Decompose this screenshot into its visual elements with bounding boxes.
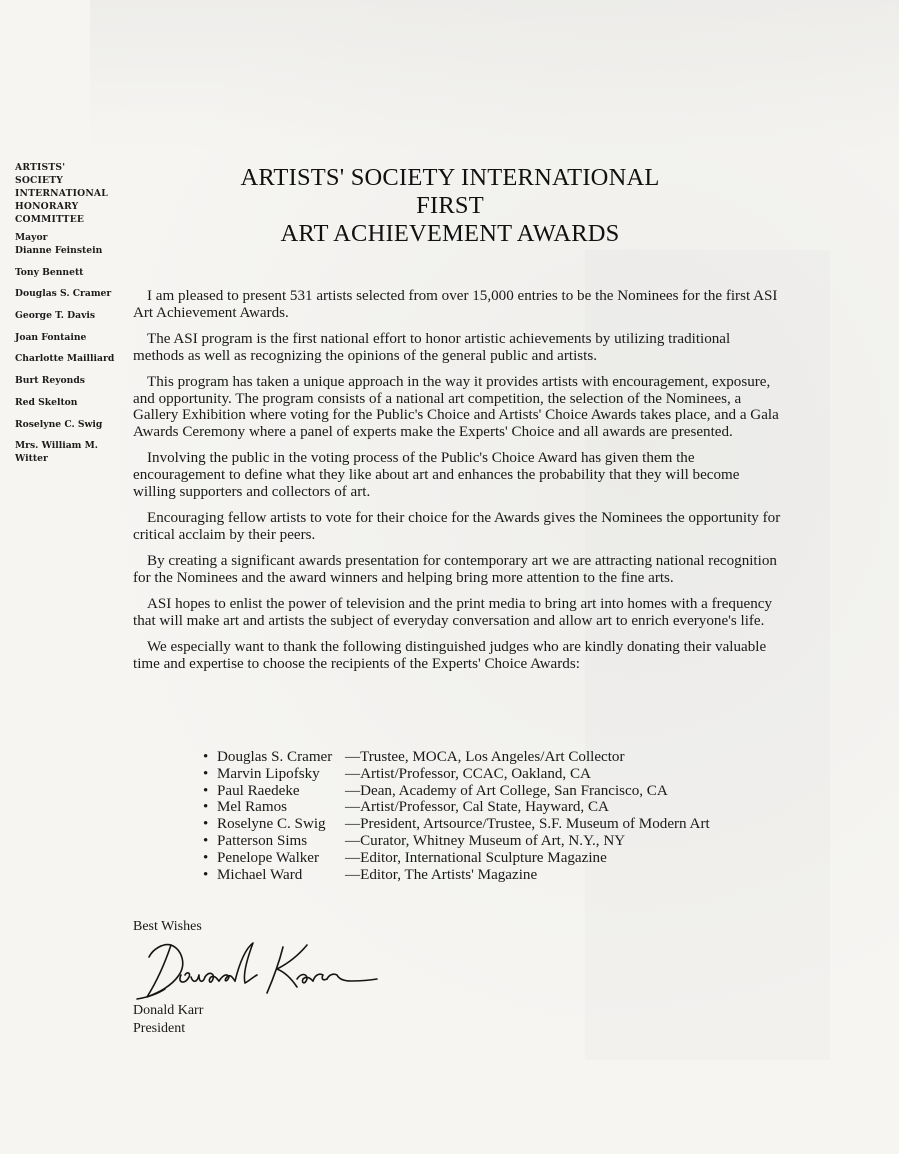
body-paragraph: The ASI program is the first national effort to honor artistic achievements by utilizing traditional methods as well as recognizing the opinions of the general public and artists. — [133, 331, 731, 364]
signature-image — [135, 935, 380, 1007]
title-line: ART ACHIEVEMENT AWARDS — [280, 220, 620, 247]
body-paragraph: By creating a significant awards presentation for contemporary art we are attracting national recognition for the Nominees and the award winners and helping bring more attention to the fine arts. — [133, 553, 777, 586]
judge-role: —Trustee, MOCA, Los Angeles/Art Collector — [345, 749, 625, 765]
committee-member-name: George T. Davis — [15, 310, 96, 322]
bullet-icon: • — [203, 782, 209, 799]
committee-member — [15, 231, 130, 257]
committee-heading — [15, 161, 130, 226]
judge-row — [203, 783, 710, 800]
committee-member-name: Roselyne C. Swig — [15, 418, 103, 430]
committee-heading-line: ARTISTS' — [15, 162, 66, 173]
body-paragraph: This program has taken a unique approach in the way it provides artists with encouragement, exposure, and opportunity. The program consists of a national art competition, the selection of the Nominees, a Gallery Exhibition where voting for the Public's Choice and Artists' Choice Awards takes place, and a Gala Awards Ceremony where a panel of experts make the Experts' Choice and all awards are presented. — [133, 374, 779, 441]
committee-heading-line: INTERNATIONAL — [15, 188, 108, 199]
judge-role: —Editor, International Sculpture Magazine — [345, 849, 607, 866]
body-paragraph: Involving the public in the voting process of the Public's Choice Award has given them the encouragement to define what they like about art and enhances the probability that they will become willing supporters and collectors of art. — [133, 450, 740, 500]
committee-heading-line: HONORARY — [15, 201, 79, 212]
bullet-icon: • — [203, 866, 209, 883]
bullet-icon: • — [203, 799, 209, 816]
judge-role: —President, Artsource/Trustee, S.F. Museum of Modern Art — [345, 816, 710, 833]
signer-position: President — [133, 1020, 186, 1036]
judge-row — [203, 749, 710, 766]
closing-salutation: Best Wishes — [133, 919, 202, 934]
committee-member-name: Mrs. William M. Witter — [15, 440, 98, 465]
letter-title — [180, 164, 720, 248]
title-line: FIRST — [416, 192, 484, 219]
judge-role: —Artist/Professor, CCAC, Oakland, CA — [345, 765, 591, 782]
judge-name: Patterson Sims — [217, 832, 308, 849]
judge-row — [203, 799, 710, 816]
body-paragraph: ASI hopes to enlist the power of television and the print media to bring art into homes with a frequency that will make art and artists the subject of everyday conversation and allow art to enrich everyone's life. — [133, 596, 772, 629]
committee-heading-line: COMMITTEE — [15, 214, 85, 225]
committee-member — [15, 396, 130, 409]
committee-member-name: Dianne Feinstein — [15, 245, 103, 256]
title-line: ARTISTS' SOCIETY INTERNATIONAL — [240, 164, 660, 191]
committee-member — [15, 287, 130, 300]
committee-member — [15, 352, 130, 365]
judges-list — [203, 749, 710, 883]
bullet-icon: • — [203, 816, 209, 833]
judge-row — [203, 766, 710, 783]
judge-row — [203, 833, 710, 850]
judge-role: —Editor, The Artists' Magazine — [345, 866, 538, 883]
committee-member-name: Red Skelton — [15, 396, 78, 408]
judge-name: Douglas S. Cramer — [217, 749, 333, 765]
body-paragraph: We especially want to thank the following distinguished judges who are kindly donating their valuable time and expertise to choose the recipients of the Experts' Choice Awards: — [133, 639, 767, 672]
judge-name: Mel Ramos — [217, 799, 288, 816]
body-paragraph: Encouraging fellow artists to vote for their choice for the Awards gives the Nominees the opportunity for critical acclaim by their peers. — [133, 510, 781, 543]
signer-name: Donald Karr — [133, 1003, 204, 1018]
judge-name: Roselyne C. Swig — [217, 816, 326, 833]
judge-row — [203, 816, 710, 833]
committee-member — [15, 309, 130, 322]
committee-member — [15, 331, 130, 344]
judge-name: Michael Ward — [217, 866, 303, 883]
judge-row — [203, 867, 710, 884]
judge-name: Penelope Walker — [217, 849, 320, 866]
bullet-icon: • — [203, 765, 209, 782]
judge-name: Marvin Lipofsky — [217, 765, 320, 782]
committee-member-name: Burt Reyonds — [15, 375, 85, 387]
judge-role: —Artist/Professor, Cal State, Hayward, CA — [345, 799, 609, 816]
body-paragraph: I am pleased to present 531 artists selected from over 15,000 entries to be the Nominees for the first ASI Art Achievement Awards. — [133, 288, 778, 321]
bleed-through-top — [90, 0, 899, 150]
judge-name: Paul Raedeke — [217, 782, 300, 799]
judge-row — [203, 850, 710, 867]
committee-member — [15, 374, 130, 387]
committee-member-title: Mayor — [15, 232, 48, 243]
bullet-icon: • — [203, 849, 209, 866]
letter-body — [133, 288, 783, 682]
committee-member-name: Charlotte Mailliard — [15, 353, 115, 365]
judge-role: —Curator, Whitney Museum of Art, N.Y., NY — [345, 832, 626, 849]
committee-member-name: Douglas S. Cramer — [15, 288, 112, 300]
judge-role: —Dean, Academy of Art College, San Francisco, CA — [345, 782, 668, 799]
committee-member-name: Tony Bennett — [15, 266, 84, 278]
committee-member — [15, 266, 130, 279]
committee-member-name: Joan Fontaine — [15, 331, 87, 343]
bullet-icon: • — [203, 832, 209, 849]
bullet-icon: • — [203, 749, 209, 765]
honorary-committee-sidebar — [15, 161, 130, 474]
committee-member — [15, 439, 130, 465]
committee-member — [15, 418, 130, 431]
signer-block — [133, 1002, 203, 1037]
committee-heading-line: SOCIETY — [15, 175, 64, 186]
